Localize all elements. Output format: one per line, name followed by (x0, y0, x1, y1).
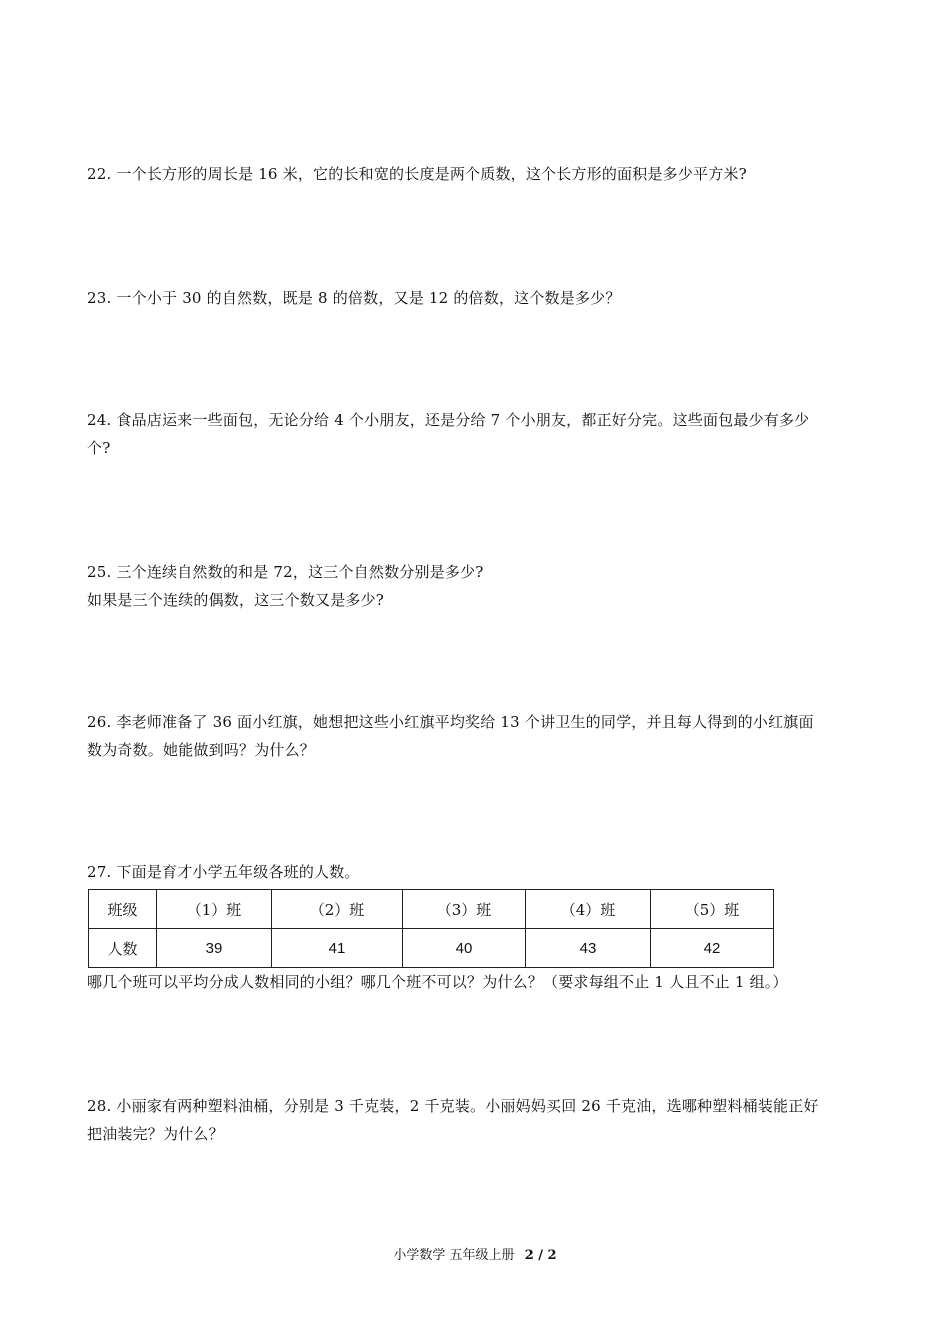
table-cell: （1）班 (157, 890, 272, 929)
question-25-line2: 如果是三个连续的偶数，这三个数又是多少? (87, 591, 385, 609)
table-cell: 42 (651, 929, 774, 968)
question-26-line2: 数为奇数。她能做到吗？为什么？ (87, 741, 316, 759)
class-size-table (88, 889, 774, 968)
table-cell: 43 (526, 929, 651, 968)
table-cell: （2）班 (272, 890, 403, 929)
question-26-line1: 26. 李老师准备了 36 面小红旗，她想把这些小红旗平均奖给 13 个讲卫生的同学，并且每人得到的小红旗面 (87, 713, 814, 731)
question-28 (87, 1092, 877, 1148)
question-24-line2: 个? (87, 439, 111, 457)
question-22-text: 22. 一个长方形的周长是 16 米，它的长和宽的长度是两个质数，这个长方形的面积是多少平方米? (87, 165, 747, 183)
question-22 (87, 160, 877, 188)
table-cell: 41 (272, 929, 403, 968)
table-cell: 39 (157, 929, 272, 968)
question-26 (87, 708, 877, 764)
page-footer (0, 1244, 950, 1263)
table-cell: 人数 (89, 929, 157, 968)
table-cell: （5）班 (651, 890, 774, 929)
table-cell: （4）班 (526, 890, 651, 929)
table-header-row (89, 890, 774, 929)
question-27-question: 哪几个班可以平均分成人数相同的小组？哪几个班不可以？为什么？（要求每组不止 1 人且不止 1 组。） (87, 973, 788, 991)
question-28-line1: 28. 小丽家有两种塑料油桶，分别是 3 千克装，2 千克装。小丽妈妈买回 26 千克油，选哪种塑料桶装能正好 (87, 1097, 819, 1115)
question-23-text: 23. 一个小于 30 的自然数，既是 8 的倍数，又是 12 的倍数，这个数是多少？ (87, 289, 621, 307)
question-25 (87, 558, 877, 614)
question-25-line1: 25. 三个连续自然数的和是 72，这三个自然数分别是多少? (87, 563, 484, 581)
question-23 (87, 284, 877, 312)
question-28-line2: 把油装完？为什么？ (87, 1125, 224, 1143)
question-24 (87, 406, 877, 462)
table-cell: （3）班 (403, 890, 526, 929)
question-27-followup (87, 968, 877, 996)
footer-label: 小学数学 五年级上册 (393, 1248, 515, 1263)
question-27-intro: 27. 下面是育才小学五年级各班的人数。 (87, 863, 360, 881)
page-number: 2 / 2 (524, 1248, 557, 1263)
table-cell: 40 (403, 929, 526, 968)
question-27 (87, 858, 877, 886)
table-row (89, 929, 774, 968)
table-cell: 班级 (89, 890, 157, 929)
question-24-line1: 24. 食品店运来一些面包，无论分给 4 个小朋友，还是分给 7 个小朋友，都正好分完。这些面包最少有多少 (87, 411, 810, 429)
